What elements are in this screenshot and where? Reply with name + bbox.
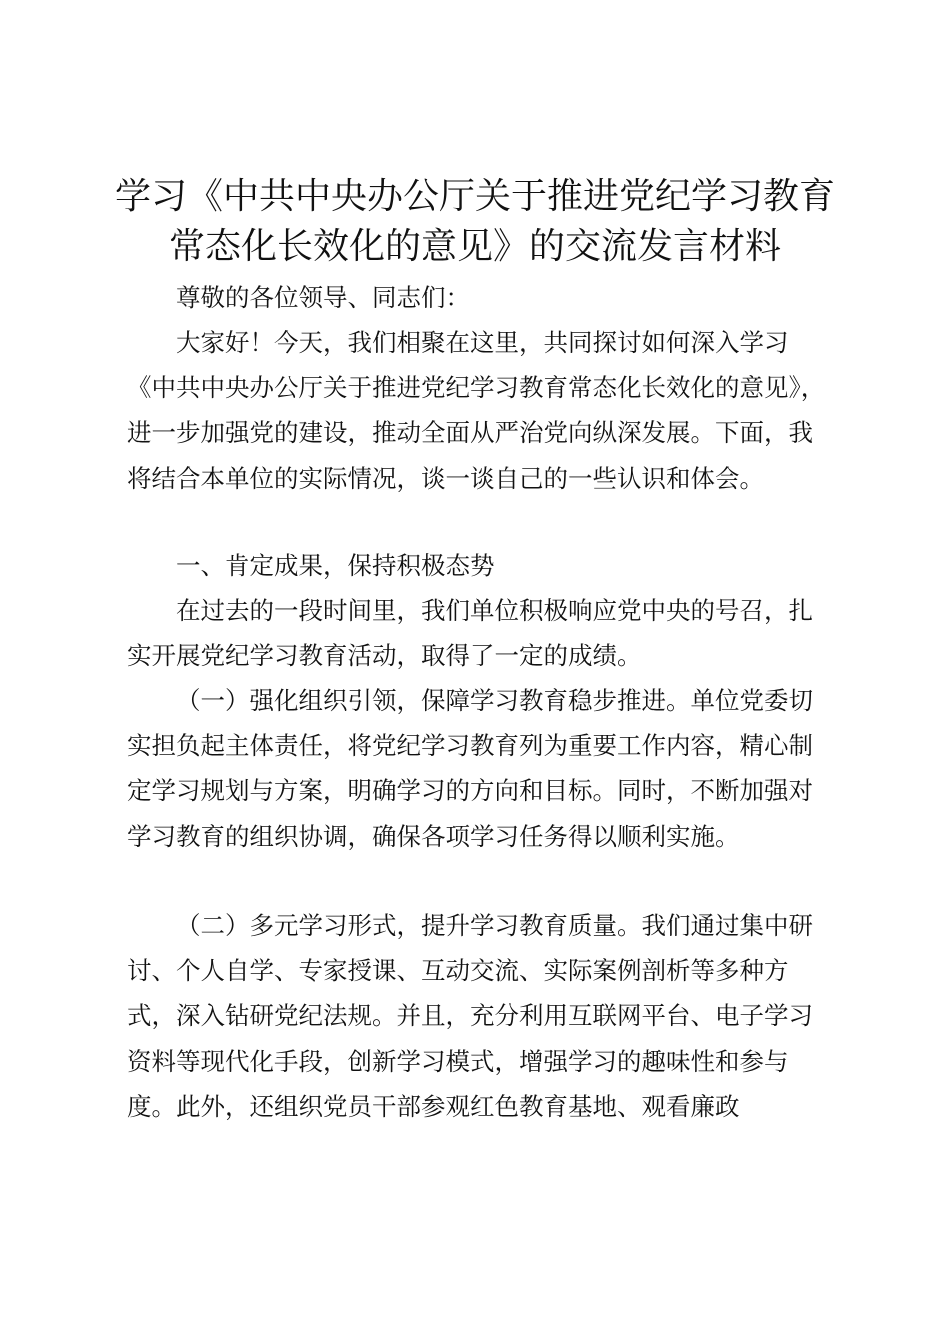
salutation: 尊敬的各位领导、同志们： xyxy=(176,283,470,312)
point-1-paragraph: （一）强化组织引领，保障学习教育稳步推进。单位党委切实担负起主体责任，将党纪学习教育列为重要工作内容，精心制定学习规划与方案，明确学习的方向和目标。同时，不断加强对学习教育的组织协调，确保各项学习任务得以顺利实施。 xyxy=(127,686,813,851)
section1-paragraph: 在过去的一段时间里，我们单位积极响应党中央的号召，扎实开展党纪学习教育活动，取得了一定的成绩。 xyxy=(127,596,813,671)
document-title-line1: 学习《中共中央办公厅关于推进党纪学习教育 xyxy=(114,176,835,217)
intro-paragraph: 大家好！今天，我们相聚在这里，共同探讨如何深入学习《中共中央办公厅关于推进党纪学习教育常态化长效化的意见》，进一步加强党的建设，推动全面从严治党向纵深发展。下面，我将结合本单位的实际情况，谈一谈自己的一些认识和体会。 xyxy=(127,328,826,493)
point-2-paragraph: （二）多元学习形式，提升学习教育质量。我们通过集中研讨、个人自学、专家授课、互动交流、实际案例剖析等多种方式，深入钻研党纪法规。并且，充分利用互联网平台、电子学习资料等现代化手段，创新学习模式，增强学习的趣味性和参与度。此外，还组织党员干部参观红色教育基地、观看廉政 xyxy=(127,911,813,1121)
document-title-line2: 常态化长效化的意见》的交流发言材料 xyxy=(168,226,781,267)
section-heading-1: 一、肯定成果，保持积极态势 xyxy=(176,551,495,580)
